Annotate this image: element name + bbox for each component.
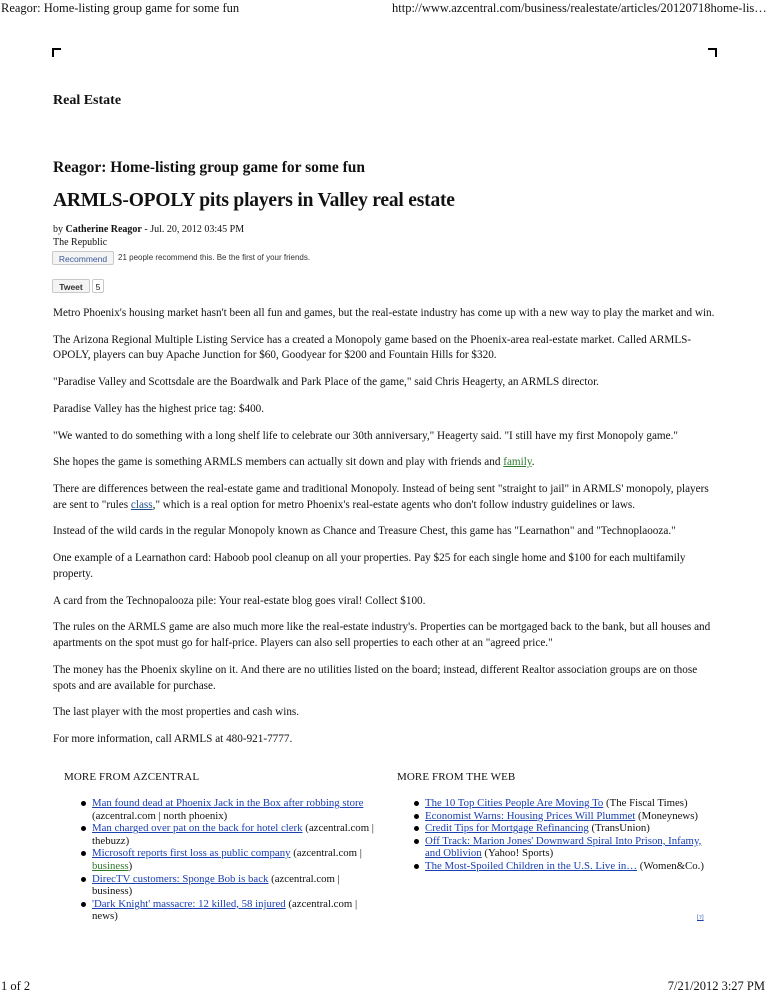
- print-footer-page: 1 of 2: [1, 979, 31, 993]
- list-item: Off Track: Marion Jones' Downward Spiral Into Prison, Infamy, and Oblivion (Yahoo! Sports): [412, 835, 712, 860]
- article-paragraph: She hopes the game is something ARMLS members can actually sit down and play with friends and family.: [53, 456, 535, 469]
- section-heading: Real Estate: [53, 93, 122, 108]
- list-item: 'Dark Knight' massacre: 12 killed, 58 injured (azcentral.com | news): [79, 898, 379, 923]
- article-paragraph: For more information, call ARMLS at 480-921-7777.: [53, 732, 293, 745]
- article-paragraph: Paradise Valley has the highest price tag: $400.: [53, 402, 265, 415]
- article-kicker: Reagor: Home-listing group game for some fun: [53, 159, 365, 176]
- facebook-recommend-button[interactable]: Recommend: [52, 251, 114, 265]
- crop-mark-top-left: [52, 48, 61, 57]
- sponsored-link[interactable]: Credit Tips for Mortgage Refinancing: [425, 822, 589, 835]
- more-from-azcentral-heading: MORE FROM AZCENTRAL: [64, 771, 200, 783]
- more-from-azcentral-list: [79, 797, 379, 923]
- print-footer-datetime: 7/21/2012 3:27 PM: [667, 979, 765, 993]
- byline-dateline: - Jul. 20, 2012 03:45 PM: [144, 224, 245, 235]
- tweet-count: 5: [92, 279, 104, 293]
- list-item: Credit Tips for Mortgage Refinancing (TransUnion): [412, 822, 712, 835]
- class-link[interactable]: class: [130, 498, 153, 511]
- sponsored-link[interactable]: Off Track: Marion Jones' Downward Spiral Into Prison, Infamy, and Oblivion: [425, 834, 702, 860]
- list-item: Microsoft reports first loss as public company (azcentral.com | business): [79, 847, 379, 872]
- sponsored-link[interactable]: The Most-Spoiled Children in the U.S. Live in…: [425, 859, 638, 872]
- article-paragraph: Instead of the wild cards in the regular Monopoly known as Chance and Treasure Chest, this game has "Learnathon" and "Technoplaooza.": [53, 525, 676, 538]
- byline-prefix: by: [53, 224, 63, 235]
- list-item: Man charged over pat on the back for hotel clerk (azcentral.com | thebuzz): [79, 822, 379, 847]
- byline: [53, 224, 244, 249]
- sponsored-link[interactable]: Economist Warns: Housing Prices Will Plummet: [425, 809, 636, 822]
- article-headline: ARMLS-OPOLY pits players in Valley real estate: [53, 190, 455, 211]
- list-item: Man found dead at Phoenix Jack in the Box after robbing store (azcentral.com | north phoenix): [79, 797, 379, 822]
- article-paragraph: "Paradise Valley and Scottsdale are the Boardwalk and Park Place of the game," said Chris Heagerty, an ARMLS director.: [53, 376, 599, 389]
- related-link[interactable]: Man charged over pat on the back for hotel clerk: [92, 822, 303, 835]
- business-link[interactable]: business: [92, 859, 129, 872]
- article-paragraph: The Arizona Regional Multiple Listing Service has a created a Monopoly game based on the Phoenix-area real-estate market. Called ARMLS-OPOLY, players can buy Apache Junction for $60, Goodyear for $200 and Fountain Hills for $320.: [53, 333, 692, 362]
- related-link[interactable]: Man found dead at Phoenix Jack in the Box after robbing store: [92, 797, 364, 809]
- article-paragraph: One example of a Learnathon card: Haboob pool cleanup on all your properties. Pay $25 for each single home and $100 for each multifamily property.: [53, 552, 686, 580]
- byline-author[interactable]: Catherine Reagor: [65, 224, 142, 235]
- article-paragraph: There are differences between the real-estate game and traditional Monopoly. Instead of being sent "straight to jail" in ARMLS' monopoly, players are sent to "rules class," which is a real option for metro Phoenix's real-estate agents who don't follow industry guidelines or laws.: [53, 482, 709, 511]
- article-paragraph: The rules on the ARMLS game are also much more like the real-estate industry's. Properties can be mortgaged back to the bank, but all houses and apartments on the spot must go for half-price. Players can also sell properties to each other at an "agreed price.": [53, 621, 711, 650]
- list-item: Economist Warns: Housing Prices Will Plummet (Moneynews): [412, 810, 712, 823]
- print-header-url: http://www.azcentral.com/business/realestate/articles/20120718home-list...: [392, 1, 767, 15]
- recommend-count-text: 21 people recommend this. Be the first of your friends.: [118, 253, 311, 262]
- family-link[interactable]: family: [503, 456, 532, 469]
- article-paragraph: Metro Phoenix's housing market hasn't been all fun and games, but the real-estate industry has come up with a new way to play the market and win.: [53, 307, 715, 319]
- list-item: The 10 Top Cities People Are Moving To (The Fiscal Times): [412, 797, 712, 810]
- list-item: The Most-Spoiled Children in the U.S. Live in… (Women&Co.): [412, 860, 712, 873]
- sponsored-link[interactable]: The 10 Top Cities People Are Moving To: [425, 797, 604, 809]
- related-link[interactable]: DirecTV customers: Sponge Bob is back: [92, 872, 269, 885]
- print-header-title: Reagor: Home-listing group game for some fun: [1, 1, 240, 15]
- article-paragraph: "We wanted to do something with a long shelf life to celebrate our 30th anniversary," Heagerty said. "I still have my first Monopoly game.": [53, 429, 678, 442]
- more-from-web-list: [412, 797, 712, 873]
- more-from-web-heading: MORE FROM THE WEB: [397, 771, 516, 783]
- related-link[interactable]: Microsoft reports first loss as public company: [92, 847, 291, 860]
- what-is-this-link[interactable]: [?]: [697, 915, 704, 921]
- crop-mark-top-right: [708, 48, 717, 57]
- article-paragraph: The money has the Phoenix skyline on it. And there are no utilities listed on the board; instead, different Realtor association groups are on those spots and are available for purchase.: [53, 663, 698, 692]
- article-body: [53, 306, 715, 759]
- article-paragraph: The last player with the most properties and cash wins.: [53, 706, 300, 719]
- byline-source: The Republic: [53, 236, 108, 248]
- related-link[interactable]: 'Dark Knight' massacre: 12 killed, 58 injured: [92, 897, 286, 910]
- article-paragraph: A card from the Technopalooza pile: Your real-estate blog goes viral! Collect $100.: [53, 594, 426, 607]
- list-item: DirecTV customers: Sponge Bob is back (azcentral.com | business): [79, 873, 379, 898]
- tweet-button[interactable]: Tweet: [52, 279, 90, 293]
